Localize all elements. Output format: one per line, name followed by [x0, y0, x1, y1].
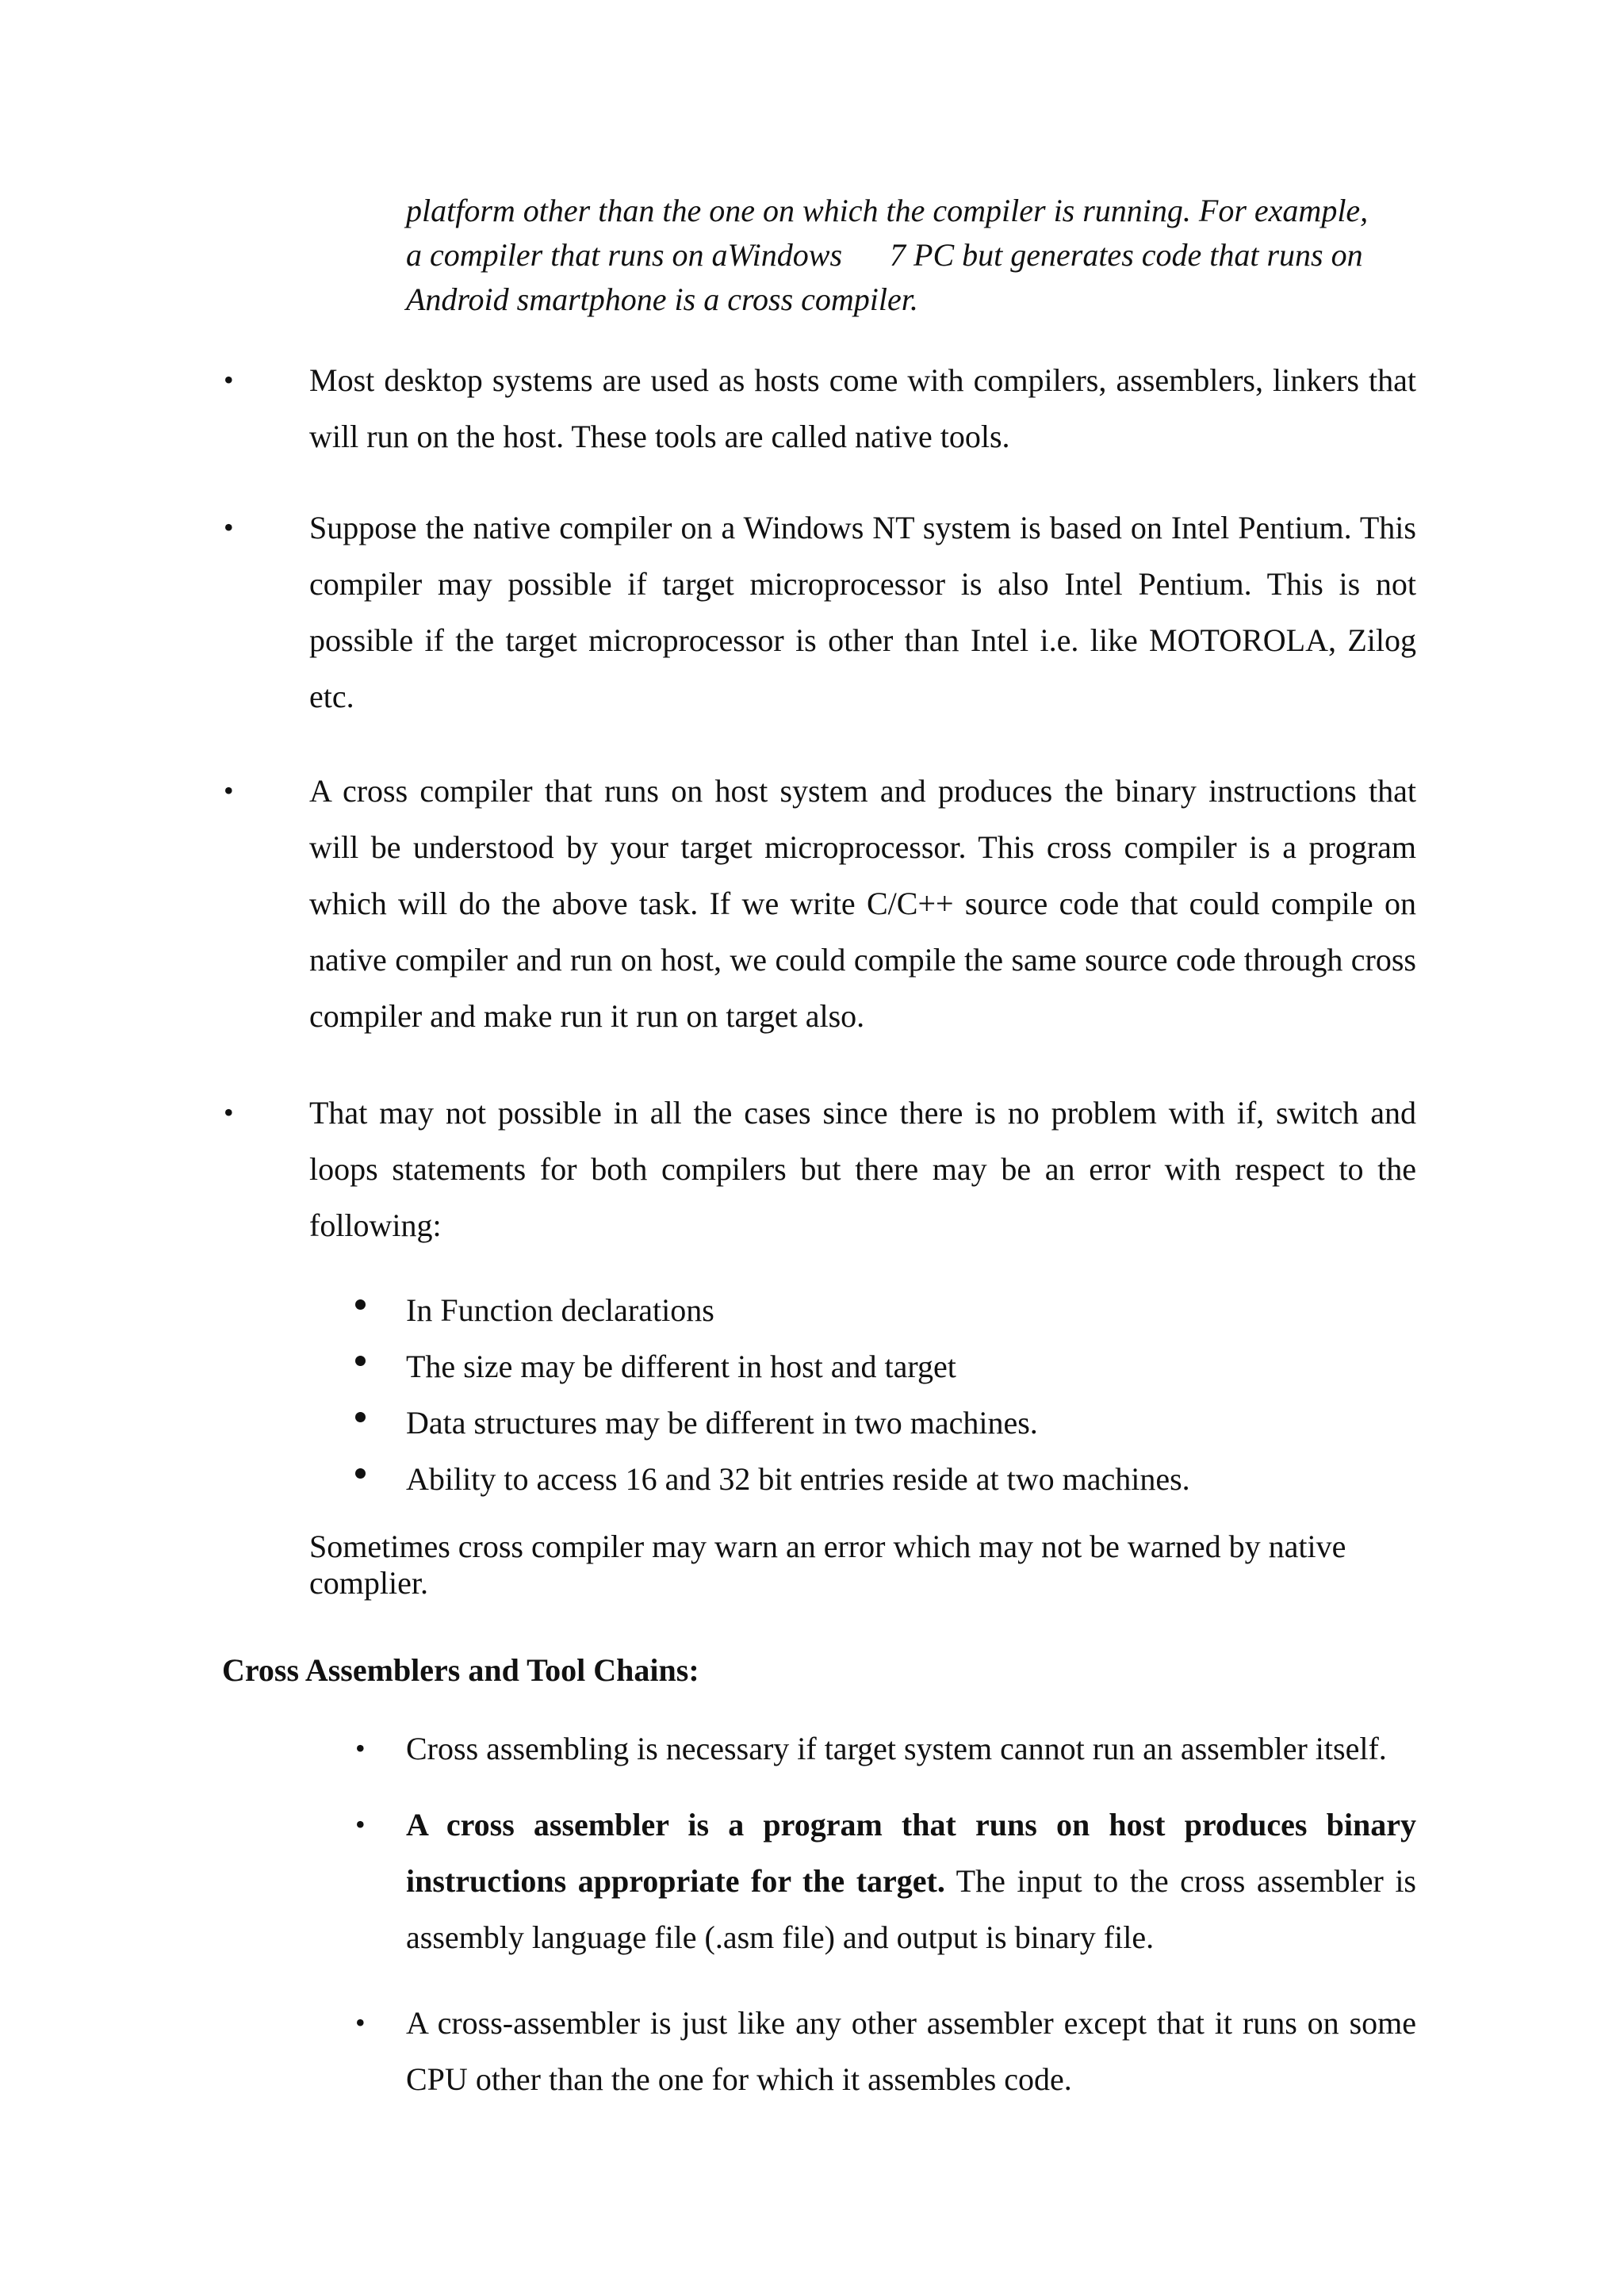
- bullet-marker: •: [224, 775, 234, 806]
- bullet-marker: •: [355, 2007, 366, 2038]
- bullet-item: [224, 352, 1416, 465]
- sub-bullet-text: In Function declarations: [406, 1292, 714, 1328]
- intro-line: a compiler that runs on aWindows 7 PC but generates code that runs on: [406, 237, 1363, 273]
- intro-paragraph: [406, 189, 1416, 322]
- sub-bullet-text: Data structures may be different in two machines.: [406, 1405, 1038, 1441]
- sub-bullet-marker: [355, 1299, 366, 1310]
- sub-bullet-item: [406, 1338, 1416, 1395]
- bullet-text: A cross compiler that runs on host system and produces the binary instructions that will be understood by your target microprocessor. This cross compiler is a program which will do the above task. If we write C/C++ source code that could compile on native compiler and run on host, we could compile the same source code through cross compiler and make run it run on target also.: [309, 773, 1416, 1034]
- bullet-text-bold: A cross assembler is a program that runs on host produces binary instructions appropriate for the target.: [406, 1807, 1416, 1899]
- bullet-item: [224, 499, 1416, 725]
- bullet-item: [224, 1085, 1416, 1253]
- bullet-marker: •: [355, 1732, 366, 1764]
- bullet-text: The input to the cross assembler is assembly language file (.asm file) and output is binary file.: [406, 1863, 1416, 1955]
- sub-bullet-item: [406, 1395, 1416, 1451]
- bullet-item: [224, 763, 1416, 1044]
- sub-bullet-text: Ability to access 16 and 32 bit entries reside at two machines.: [406, 1461, 1190, 1497]
- bullet-marker: •: [224, 1096, 234, 1128]
- note-paragraph: Sometimes cross compiler may warn an error which may not be warned by native complier.: [309, 1529, 1346, 1601]
- bullet-text: A cross-assembler is just like any other assembler except that it runs on some CPU other than the one for which it assembles code.: [406, 2005, 1416, 2097]
- bullet-marker: •: [355, 1808, 366, 1840]
- bullet-marker: •: [224, 511, 234, 543]
- sub-bullet-item: [406, 1451, 1416, 1507]
- bullet-marker: •: [224, 364, 234, 396]
- intro-line: platform other than the one on which the compiler is running. For example,: [406, 193, 1369, 228]
- bullet-text: That may not possible in all the cases since there is no problem with if, switch and loops statements for both compilers but there may be an error with respect to the following:: [309, 1095, 1416, 1243]
- bullet-text: Cross assembling is necessary if target system cannot run an assembler itself.: [406, 1731, 1387, 1766]
- bullet-text: Suppose the native compiler on a Windows NT system is based on Intel Pentium. This compiler may possible if target microprocessor is also Intel Pentium. This is not possible if the target microprocessor is other than Intel i.e. like MOTOROLA, Zilog etc.: [309, 510, 1416, 714]
- cross-bullet-item: [355, 1995, 1416, 2107]
- sub-bullet-marker: [355, 1468, 366, 1479]
- section-heading: Cross Assemblers and Tool Chains:: [222, 1652, 699, 1688]
- sub-bullet-item: [406, 1282, 1416, 1338]
- sub-bullet-text: The size may be different in host and target: [406, 1349, 956, 1384]
- cross-bullet-item: [355, 1720, 1416, 1777]
- sub-bullet-marker: [355, 1356, 366, 1366]
- sub-bullet-marker: [355, 1412, 366, 1422]
- cross-bullet-item: [355, 1797, 1416, 1965]
- bullet-text: Most desktop systems are used as hosts come with compilers, assemblers, linkers that will run on the host. These tools are called native tools.: [309, 362, 1416, 454]
- intro-line: Android smartphone is a cross compiler.: [406, 281, 918, 317]
